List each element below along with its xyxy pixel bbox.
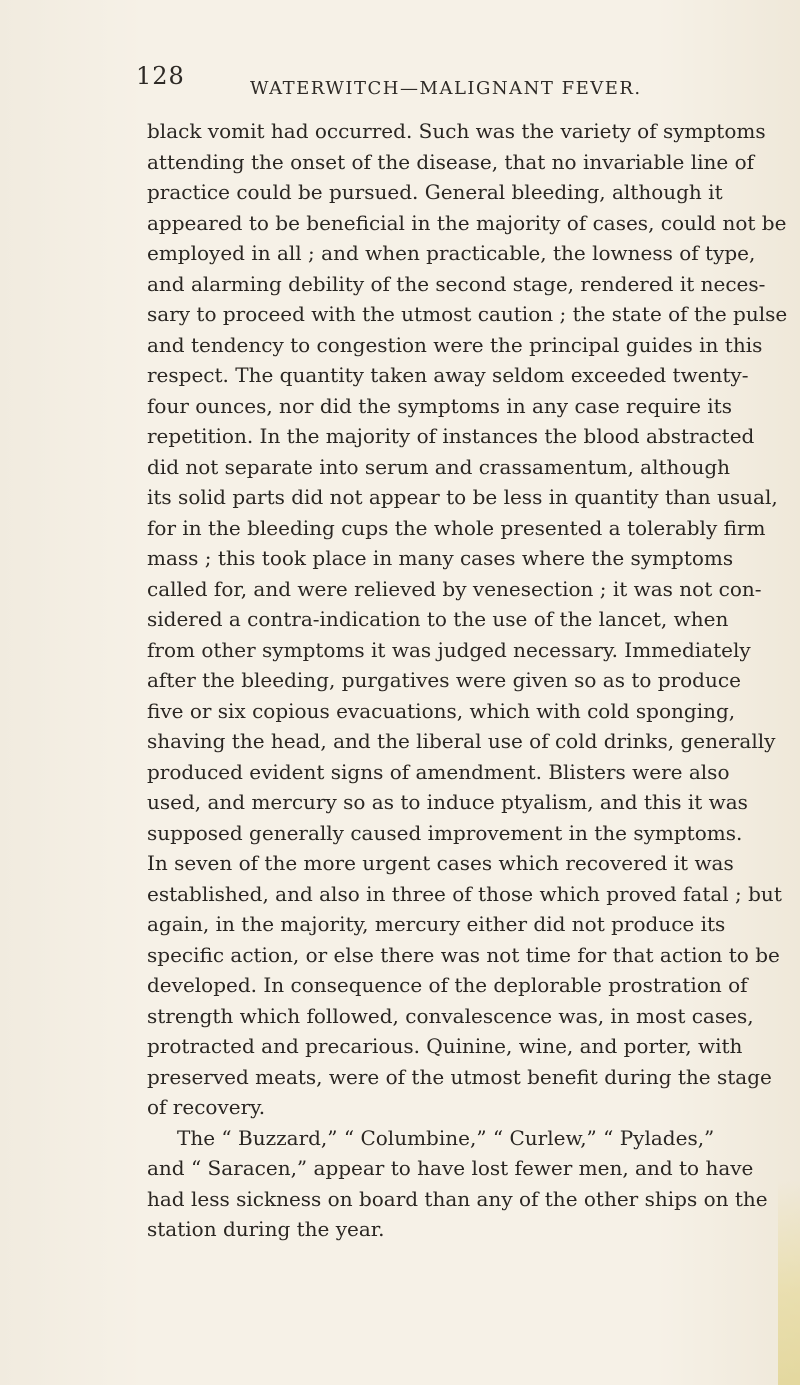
text-line: shaving the head, and the liberal use of cold drinks, generally bbox=[147, 729, 776, 753]
text-line: and tendency to congestion were the principal guides in this bbox=[147, 332, 763, 357]
text-line: its solid parts did not appear to be less in quantity than usual, bbox=[147, 485, 778, 509]
text-line: repetition. In the majority of instances the blood abstracted bbox=[147, 424, 755, 448]
text-line: developed. In consequence of the deplorable prostration of bbox=[147, 973, 748, 997]
text-line: of recovery. bbox=[147, 1095, 266, 1119]
text-line: supposed generally caused improvement in the symptoms. bbox=[147, 820, 743, 845]
text-line: attending the onset of the disease, that no invariable line of bbox=[147, 149, 755, 174]
text-line: established, and also in three of those which proved fatal ; but bbox=[147, 881, 782, 906]
text-line: after the bleeding, purgatives were given so as to produce bbox=[147, 668, 741, 692]
text-line: mass ; this took place in many cases where the symptoms bbox=[147, 546, 734, 570]
text-line: for in the bleeding cups the whole presented a tolerably firm bbox=[147, 515, 766, 540]
text-line: respect. The quantity taken away seldom exceeded twenty- bbox=[147, 363, 749, 387]
text-line: In seven of the more urgent cases which recovered it was bbox=[147, 851, 734, 875]
text-line: produced evident signs of amendment. Blisters were also bbox=[147, 759, 730, 784]
text-line: used, and mercury so as to induce ptyalism, and this it was bbox=[147, 790, 748, 814]
text-line: employed in all ; and when practicable, the lowness of type, bbox=[147, 241, 756, 265]
text-line: The “ Buzzard,” “ Columbine,” “ Curlew,” “ Pylades,” bbox=[177, 1125, 715, 1150]
text-line: again, in the majority, mercury either did not produce its bbox=[147, 912, 726, 936]
text-line: had less sickness on board than any of the other ships on the bbox=[147, 1186, 768, 1211]
text-line: sary to proceed with the utmost caution ; the state of the pulse bbox=[147, 302, 788, 326]
text-line: practice could be pursued. General bleeding, although it bbox=[147, 180, 723, 204]
text-line: and “ Saracen,” appear to have lost fewer men, and to have bbox=[147, 1156, 754, 1180]
text-line: did not separate into serum and crassamentum, although bbox=[147, 454, 731, 479]
text-line: called for, and were relieved by venesection ; it was not con- bbox=[147, 576, 762, 601]
text-line: preserved meats, were of the utmost benefit during the stage bbox=[147, 1064, 772, 1089]
text-line: protracted and precarious. Quinine, wine, and porter, with bbox=[147, 1034, 743, 1058]
page-edge-stain bbox=[778, 1180, 800, 1385]
page-number: 128 bbox=[136, 62, 185, 90]
text-line: and alarming debility of the second stage, rendered it neces- bbox=[147, 271, 766, 296]
text-line: from other symptoms it was judged necessary. Immediately bbox=[147, 637, 751, 662]
text-line: strength which followed, convalescence was, in most cases, bbox=[147, 1003, 754, 1028]
body-text bbox=[147, 116, 788, 1245]
text-line: five or six copious evacuations, which with cold sponging, bbox=[147, 698, 736, 723]
text-line: station during the year. bbox=[147, 1217, 385, 1241]
running-title: WATERWITCH—MALIGNANT FEVER. bbox=[250, 78, 642, 99]
text-line: appeared to be beneficial in the majority of cases, could not be bbox=[147, 210, 787, 235]
text-line: sidered a contra-indication to the use of the lancet, when bbox=[147, 607, 729, 631]
text-line: four ounces, nor did the symptoms in any case require its bbox=[147, 393, 732, 418]
text-line: black vomit had occurred. Such was the variety of symptoms bbox=[147, 119, 766, 143]
text-line: specific action, or else there was not time for that action to be bbox=[147, 942, 780, 967]
